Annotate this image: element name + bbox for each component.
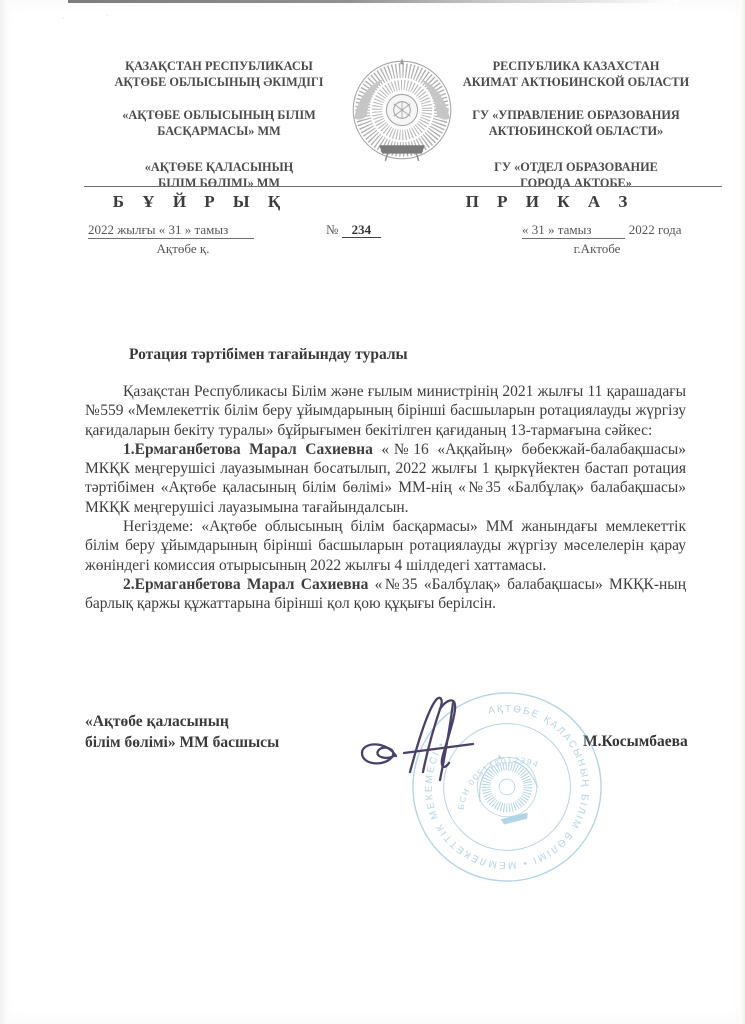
org-line: «АҚТӨБЕ ОБЛЫСЫНЫҢ БІЛІМ — [122, 108, 316, 122]
org-line: АҚТӨБЕ ОБЛЫСЫНЫҢ ӘКІМДІГІ — [114, 75, 324, 89]
order-number: 234 — [342, 222, 382, 238]
scan-edge-artifact — [68, 0, 678, 3]
paragraph-text: «№35 «Балбұлақ» балабақшасы» МКҚК-ның барлық қаржы құжаттарына бірінші қол қою құқығы берілсін. — [85, 575, 687, 613]
order-date-kk: 2022 жылғы « 31 » тамыз — [88, 222, 254, 239]
org-line: БАСҚАРМАСЫ» ММ — [157, 124, 281, 138]
order-number-block — [326, 222, 381, 238]
number-label: № — [326, 222, 339, 237]
scan-speck: · — [62, 14, 65, 23]
paragraph-text: «№16 «Аққайың» бөбекжай-балабақшасы» МКҚК меңгерушісі лауазымынан босатылып, 2022 жылғы 1 қыркүйектен бастап ротация тәртібімен «Ақтөбе қаласының білім бөлімі» ММ-нің «№35 «Балбұлақ» балабақшасы» МКҚК меңгерушісі лауазымына тағайындалсын. — [85, 440, 686, 516]
order-word-russian: П Р И К А З — [465, 192, 635, 211]
org-line: ГУ «УПРАВЛЕНИЕ ОБРАЗОВАНИЯ — [472, 108, 680, 122]
org-line: РЕСПУБЛИКА КАЗАХСТАН — [492, 59, 660, 73]
org-line: «АҚТӨБЕ ҚАЛАСЫНЫҢ — [144, 160, 294, 174]
order-place-kk: Ақтөбе қ. — [156, 241, 210, 256]
paragraph-text: Қазақстан Республикасы Білім және ғылым министрінің 2021 жылғы 11 қарашадағы №559 «Мемлекеттік білім беру ұйымдарының бірінші басшыларын ротациялауды жүргізу қағидаларын бекіту туралы» бұйрығымен бекітілген қағиданың 13-тармағына сәйкес: — [85, 383, 686, 439]
paragraph — [85, 382, 686, 440]
scan-edge-artifact — [0, 0, 8, 1024]
org-line: ҚАЗАҚСТАН РЕСПУБЛИКАСЫ — [125, 59, 313, 73]
org-line: ГОРОДА АКТОБЕ» — [520, 176, 632, 190]
org-line: ГУ «ОТДЕЛ ОБРАЗОВАНИЕ — [494, 160, 658, 174]
org-name-block — [432, 58, 720, 90]
date-block-left — [88, 222, 318, 257]
signature-caption-line: «Ақтөбе қаласының — [85, 713, 229, 730]
org-name-block — [432, 107, 720, 139]
paragraph — [85, 575, 686, 614]
stamp-ring-text: АҚТӨБЕ ҚАЛАСЫНЫҢ БІЛІМ БӨЛІМІ • МЕМЛЕКЕТТІК МЕКЕМЕСІ • — [423, 703, 591, 871]
stamp-id-text: БСН 005148012394 — [455, 754, 541, 811]
order-title: Ротация тәртібімен тағайындау туралы — [129, 346, 408, 363]
order-place-ru: г.Актобе — [573, 241, 621, 256]
signer-name: М.Косымбаева — [583, 733, 688, 750]
signature-caption-line: білім бөлімі» ММ басшысы — [85, 734, 280, 751]
paragraph — [85, 517, 686, 575]
paragraph-text: Негіздеме: «Ақтөбе облысының білім басқармасы» ММ жанындағы мемлекеттік білім беру ұйымдарының бірінші басшыларын ротациялауды жүргізу мәселелерін қарау жөніндегі комиссия отырысының 2022 жылғы 4 шілдедегі хаттамасы. — [85, 518, 686, 574]
scan-speck: · — [106, 11, 109, 20]
signature-caption — [85, 711, 279, 753]
org-name-block — [85, 58, 353, 90]
letterhead-left — [85, 58, 353, 206]
signature-autograph-icon — [352, 692, 482, 792]
order-word-kazakh: Б Ұ Й Р Ы Қ — [112, 192, 288, 211]
order-date-ru: « 31 » тамыз — [522, 222, 625, 239]
paragraph-lead: 2.Ермаганбетова Марал Сахиевна — [123, 575, 369, 593]
date-block-right — [522, 222, 718, 257]
org-name-block — [85, 107, 353, 139]
org-line: АКИМАТ АКТЮБИНСКОЙ ОБЛАСТИ — [462, 75, 690, 89]
scan-edge-artifact — [739, 0, 745, 1024]
paragraph-lead: 1.Ермаганбетова Марал Сахиевна — [123, 440, 373, 458]
header-divider — [84, 186, 722, 187]
order-year-ru: 2022 года — [628, 222, 682, 237]
org-line: БІЛІМ БӨЛІМІ» ММ — [157, 176, 280, 190]
order-body — [85, 382, 686, 614]
paragraph — [85, 440, 686, 517]
letterhead-right — [432, 58, 720, 206]
org-line: АКТЮБИНСКОЙ ОБЛАСТИ» — [488, 124, 664, 138]
